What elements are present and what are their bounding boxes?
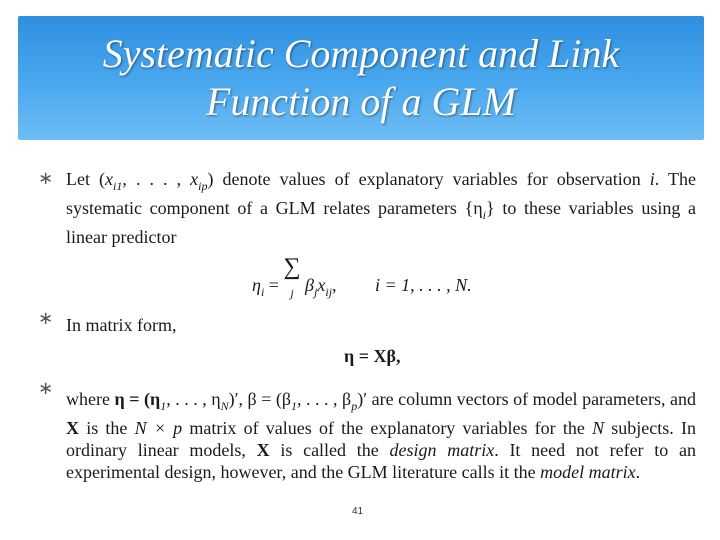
page-number: 41	[352, 506, 364, 517]
title-line-2: Function of a GLM	[206, 79, 516, 124]
paragraph-1: Let ($x_{i1}$, . . . , $x_{ip}$) denote values of explanatory variables for observation i. The systematic component of a GLM relates parameters $\{\eta_i\}$ to these variables using a linear predictor	[66, 169, 697, 247]
equation-matrix-form: η = Xβ,	[344, 346, 401, 366]
slide-title	[18, 30, 704, 126]
bullet-icon: ∗	[38, 168, 54, 189]
paragraph-2: In matrix form,	[66, 315, 177, 335]
title-banner	[18, 16, 704, 140]
title-line-1: Systematic Component and Link	[102, 31, 620, 76]
bullet-icon: ∗	[38, 308, 54, 329]
paragraph-3: where $\eta = (\eta_1$, . . . , $\eta_N)'$, $\beta = (\beta_1$, . . . , $\beta_p)'$ are column vectors of model parameters, and X is the N × p matrix of values of the explanatory variables for the N subjects. In ordinary linear models, X is called the design matrix. It need not refer to an experimental design, however, and the GLM literature calls it the model matrix.	[66, 389, 697, 482]
equation-linear-predictor: $\eta_i$ = ∑ j $\beta_jx_{ij}$, i = 1, . . . , N.	[252, 254, 472, 300]
bullet-icon: ∗	[38, 378, 54, 399]
